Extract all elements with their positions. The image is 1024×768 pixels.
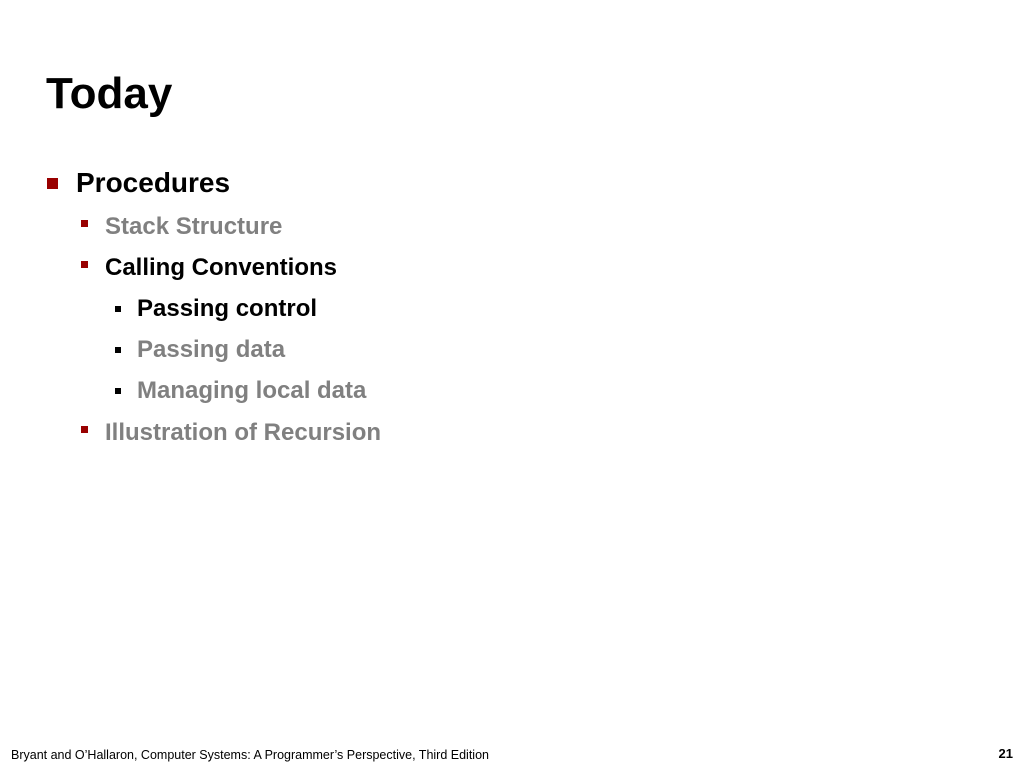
slide-title: Today (46, 69, 173, 118)
page-number: 21 (998, 746, 1013, 761)
bullet-item-passing-data (115, 334, 285, 366)
bullet-item-passing-control (115, 293, 317, 325)
square-bullet-icon (47, 178, 58, 189)
bullet-item-stack-structure (81, 211, 282, 243)
square-bullet-icon (81, 220, 88, 227)
bullet-text: Managing local data (137, 377, 367, 404)
square-bullet-icon (81, 426, 88, 433)
bullet-item-calling-conventions (81, 252, 337, 284)
bullet-text: Illustration of Recursion (105, 419, 382, 446)
bullet-item-illustration-of-recursion (81, 417, 381, 449)
bullet-text: Passing data (137, 336, 286, 363)
bullet-text: Procedures (76, 167, 231, 198)
bullet-text: Calling Conventions (105, 254, 338, 281)
small-square-bullet-icon (115, 306, 121, 312)
bullet-item-procedures (47, 166, 230, 200)
bullet-text: Passing control (137, 295, 318, 322)
square-bullet-icon (81, 261, 88, 268)
footer-citation: Bryant and O’Hallaron, Computer Systems: A Programmer’s Perspective, Third Edition (11, 748, 489, 762)
bullet-item-managing-local-data (115, 375, 366, 407)
small-square-bullet-icon (115, 347, 121, 353)
bullet-text: Stack Structure (105, 213, 283, 240)
small-square-bullet-icon (115, 388, 121, 394)
